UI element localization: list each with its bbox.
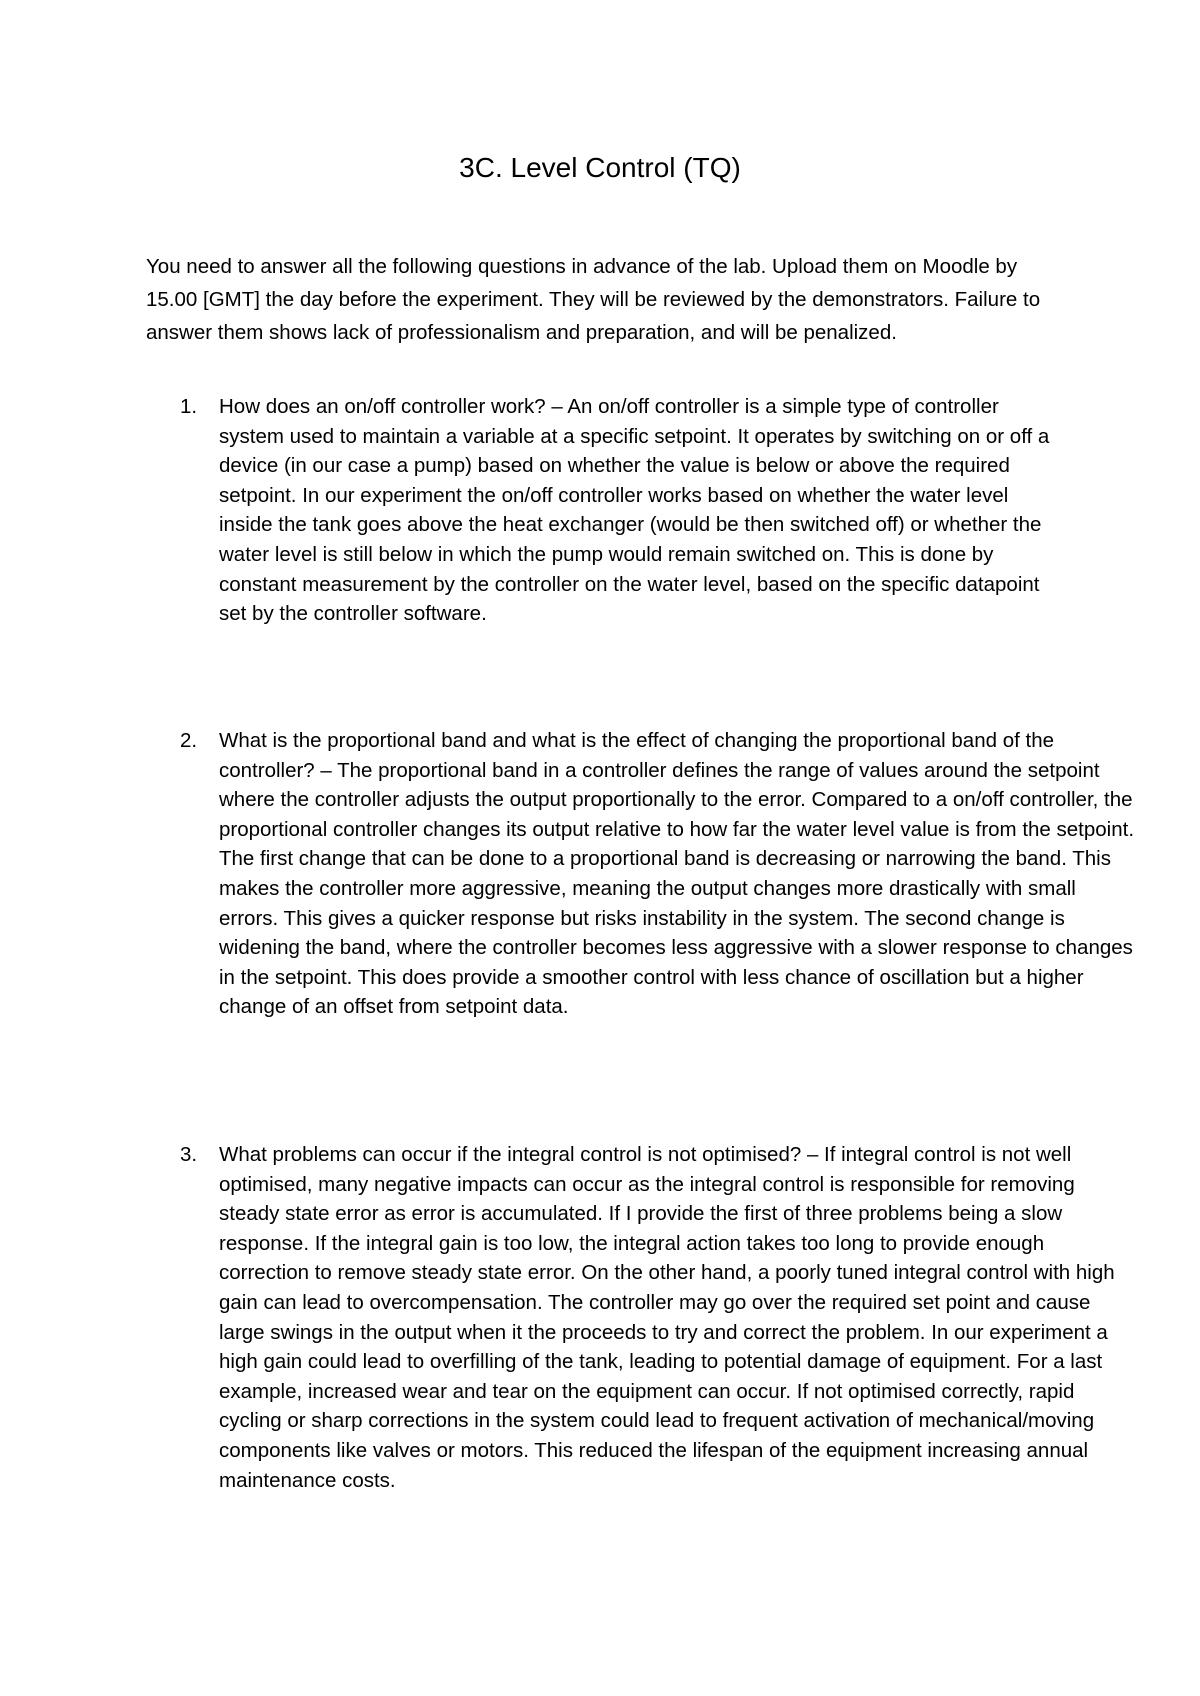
question-list <box>146 392 1135 1492</box>
question-item-3 <box>146 1140 1139 1495</box>
question-number: 3. <box>180 1143 198 1166</box>
question-item-2 <box>146 726 1139 1022</box>
question-text: What problems can occur if the integral control is not optimised? – If integral control is not well optimised, many negative impacts can occur as the integral control is responsible for removing steady state error as error is accumulated. If I provide the first of three problems being a slow response. If the integral gain is too low, the integral action takes too long to provide enough correction to remove steady state error. On the other hand, a poorly tuned integral control with high gain can lead to overcompensation. The controller may go over the required set point and cause large swings in the output when it the proceeds to try and correct the problem. In our experiment a high gain could lead to overfilling of the tank, leading to potential damage of equipment. For a last example, increased wear and tear on the equipment can occur. If not optimised correctly, rapid cycling or sharp corrections in the system could lead to frequent activation of mechanical/moving components like valves or motors. This reduced the lifespan of the equipment increasing annual maintenance costs. <box>219 1143 1115 1492</box>
intro-paragraph: You need to answer all the following questions in advance of the lab. Upload them on Moodle by 15.00 [GMT] the day before the experiment. They will be reviewed by the demonstrators. Failure to answer them shows lack of professionalism and preparation, and will be penalized. <box>146 255 1041 344</box>
question-number: 2. <box>180 729 198 752</box>
question-item-1 <box>146 392 1066 629</box>
page-title: 3C. Level Control (TQ) <box>459 152 741 183</box>
question-text: What is the proportional band and what is the effect of changing the proportional band of the controller? – The proportional band in a controller defines the range of values around the setpoint where the controller adjusts the output proportionally to the error. Compared to a on/off controller, the proportional controller changes its output relative to how far the water level value is from the setpoint. The first change that can be done to a proportional band is decreasing or narrowing the band. This makes the controller more aggressive, meaning the output changes more drastically with small errors. This gives a quicker response but risks instability in the system. The second change is widening the band, where the controller becomes less aggressive with a slower response to changes in the setpoint. This does provide a smoother control with less chance of oscillation but a higher change of an offset from setpoint data. <box>219 729 1135 1019</box>
question-text: How does an on/off controller work? – An on/off controller is a simple type of controller system used to maintain a variable at a specific setpoint. It operates by switching on or off a device (in our case a pump) based on whether the value is below or above the required setpoint. In our experiment the on/off controller works based on whether the water level inside the tank goes above the heat exchanger (would be then switched off) or whether the water level is still below in which the pump would remain switched on. This is done by constant measurement by the controller on the water level, based on the specific datapoint set by the controller software. <box>219 395 1050 626</box>
question-number: 1. <box>180 395 198 418</box>
